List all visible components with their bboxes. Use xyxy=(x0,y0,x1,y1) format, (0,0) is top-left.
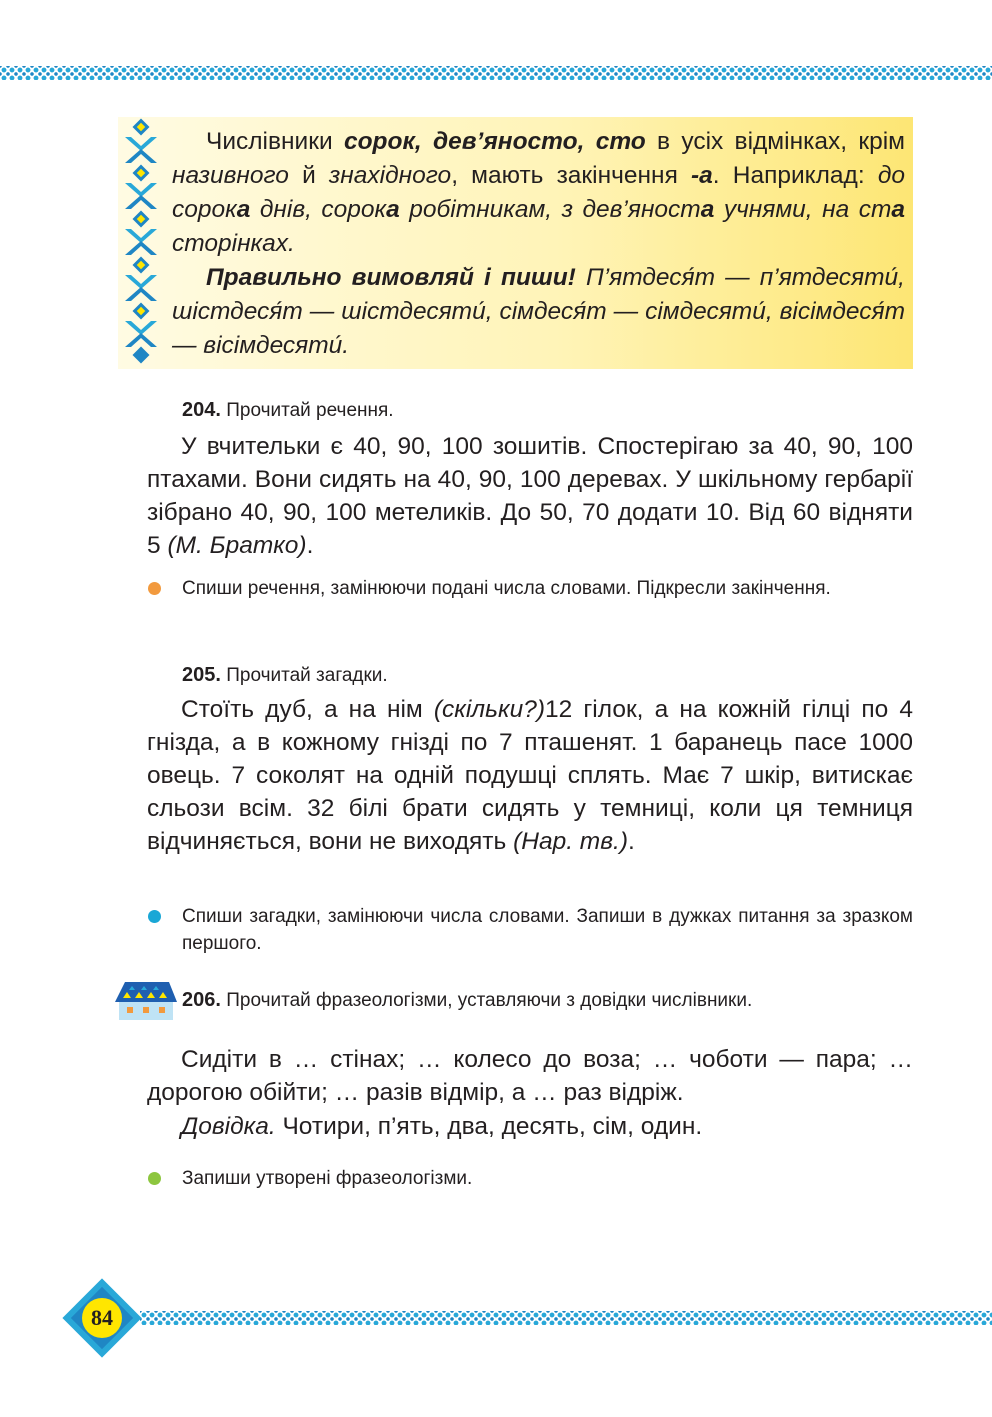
exercise-text: . xyxy=(627,828,635,855)
blue-bullet-icon xyxy=(148,910,161,923)
bottom-ornament-border xyxy=(140,1311,992,1325)
exercise-206-hint xyxy=(147,1110,913,1143)
exercise-number: 204. xyxy=(182,399,221,421)
rule-ending: а xyxy=(891,196,906,223)
exercise-204-heading xyxy=(182,396,394,425)
question-hint: (скільки?) xyxy=(433,696,545,723)
exercise-number: 205. xyxy=(182,664,221,686)
page-number: 84 xyxy=(91,1305,113,1330)
exercise-206-task: Запиши утворені фразеологізми. xyxy=(182,1168,473,1189)
rule-example: днів, сорок xyxy=(250,196,387,223)
exercise-206-body xyxy=(147,1043,913,1109)
exercise-204-body xyxy=(147,430,913,562)
exercise-number: 206. xyxy=(182,989,221,1011)
exercise-title: Прочитай речення. xyxy=(220,400,394,421)
rule-example: сторінках. xyxy=(172,230,295,257)
house-icon xyxy=(113,978,179,1022)
exercise-text: Стоїть дуб, а на нім xyxy=(181,696,434,723)
exercise-205-task: Спиши загадки, замінюючи числа словами. Запиши в дужках питання за зразком першого. xyxy=(182,906,913,954)
exercise-text: 12 гілок, а на кожній гілці по 4 гнізда, а в кожному гнізді по 7 пташенят. 1 баранець пасе 1000 овець. 7 соколят на одній подушці сплять. Має 7 шкір, витискає сльози всім. 32 білі брати сидять у темниці, коли ця темниця відчиняється, вони не виходять xyxy=(147,696,913,855)
hint-label: Довідка. xyxy=(181,1113,276,1140)
green-bullet-icon xyxy=(148,1172,161,1185)
embroidery-ornament-icon xyxy=(121,117,161,369)
source-attribution: (Нар. тв.) xyxy=(513,828,628,855)
page-number-badge xyxy=(52,1268,152,1368)
rule-example: до сорок xyxy=(172,162,905,223)
rule-text-run: . Наприклад: xyxy=(712,162,878,189)
exercise-206-heading xyxy=(182,986,913,1015)
rule-italic: знахідного xyxy=(328,162,452,189)
exercise-204-task: Спиши речення, замінюючи подані числа словами. Підкресли закінчення. xyxy=(182,578,831,599)
rule-text-run: в усіх відмінках, крім xyxy=(645,128,905,155)
rule-ending: а xyxy=(386,196,400,223)
source-attribution: (М. Братко) xyxy=(167,532,307,559)
rule-paragraph-1 xyxy=(172,125,905,261)
rule-ending: а xyxy=(700,196,715,223)
rule-example: П’ятдеся́т — п’ятдесяти́, шістдеся́т — шістдесяти́, сімдеся́т — сімдесяти́, вісімдеся́т — вісімдесяти́. xyxy=(172,264,905,359)
exercise-205-body xyxy=(147,693,913,858)
rule-example: робітникам, з дев’яност xyxy=(399,196,701,223)
rule-text-run: й xyxy=(288,162,329,189)
rule-text-run: , мають закінчення xyxy=(451,162,691,189)
rule-example: учнями, на ст xyxy=(714,196,892,223)
orange-bullet-icon xyxy=(148,582,161,595)
exercise-text: . xyxy=(306,532,314,559)
rule-ending: -а xyxy=(691,162,713,189)
rule-paragraph-2 xyxy=(172,261,905,363)
exercise-text: Сидіти в … стінах; … колесо до воза; … чоботи — пара; … дорогою обійти; … разів відмір, а … раз відріж. xyxy=(147,1046,913,1106)
top-ornament-border xyxy=(0,66,992,80)
hint-text: Чотири, п’ять, два, десять, сім, один. xyxy=(275,1113,703,1140)
exercise-title: Прочитай фразеологізми, уставляючи з довідки числівники. xyxy=(220,990,753,1011)
rule-heading: Правильно вимовляй і пиши! xyxy=(206,264,576,291)
exercise-title: Прочитай загадки. xyxy=(220,665,388,686)
rule-italic: називного xyxy=(172,162,289,189)
rule-ending: а xyxy=(236,196,251,223)
exercise-text: У вчительки є 40, 90, 100 зошитів. Спостерігаю за 40, 90, 100 птахами. Вони сидять на 40, 90, 100 деревах. У шкільному гербарії зібрано 40, 90, 100 метеликів. До 50, 70 додати 10. Від 60 відняти 5 xyxy=(147,433,913,559)
rule-emphasis: сорок, дев’яносто, сто xyxy=(343,128,646,155)
exercise-205-heading xyxy=(182,661,388,690)
rule-text xyxy=(172,125,905,363)
rule-text-run: Числівники xyxy=(206,128,344,155)
